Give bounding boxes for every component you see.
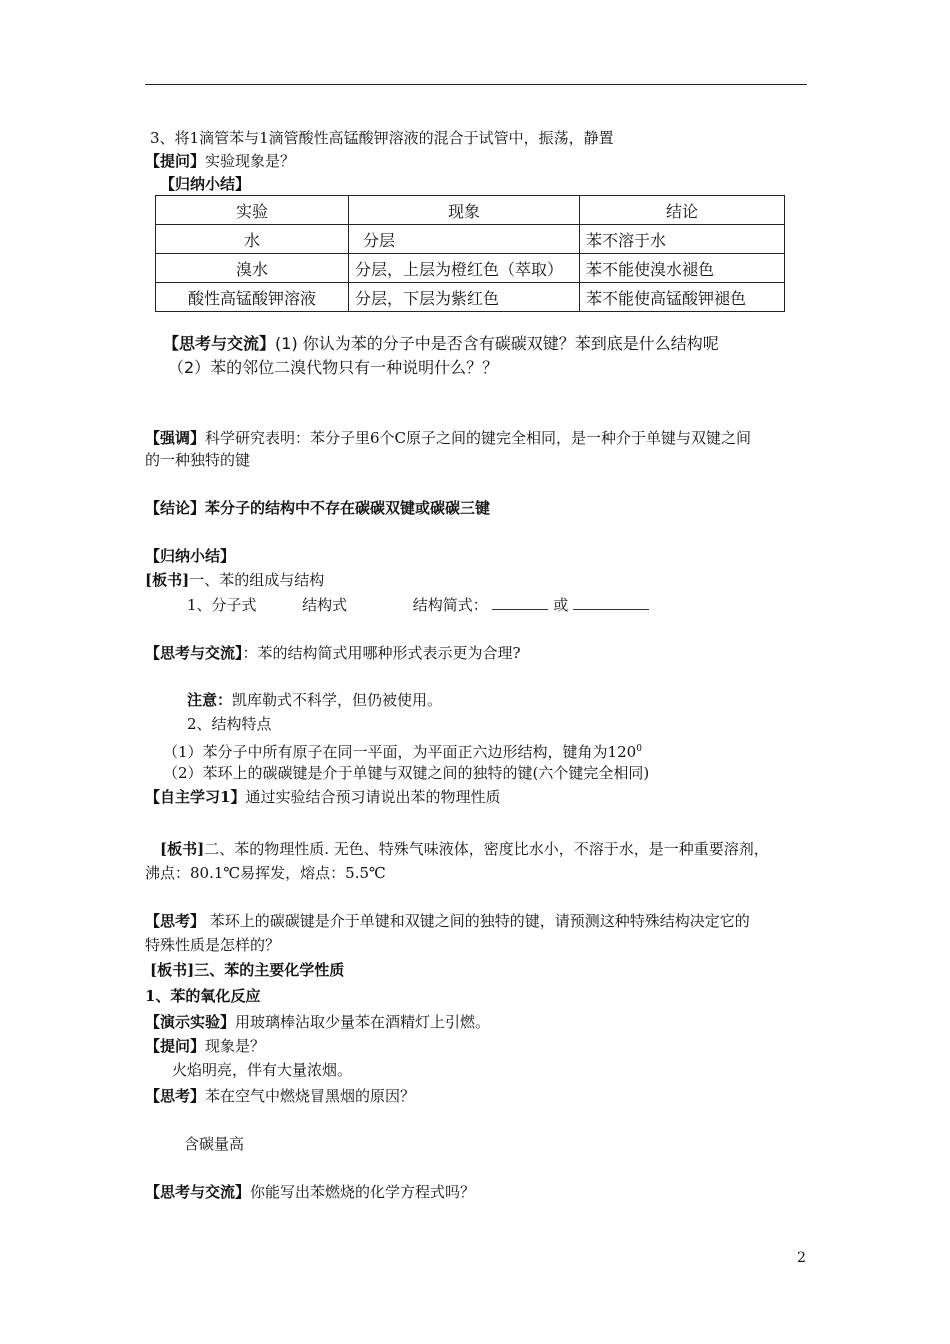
- table-cell: 分层，上层为橙红色（萃取）: [349, 254, 580, 283]
- ask-text: 现象是？: [205, 1037, 266, 1055]
- structure-point-1: （1）苯分子中所有原子在同一平面，为平面正六边形结构，键角为$120^0$: [163, 743, 642, 761]
- table-row: [156, 225, 785, 254]
- think-text: 苯环上的碳碳键是介于单键和双键之间的独特的键，请预测这种特殊结构决定它的: [205, 912, 750, 930]
- think-line-4: [145, 1085, 415, 1107]
- board-line-3: [150, 959, 344, 981]
- demo-tag: 【演示实验】: [145, 1013, 236, 1031]
- self-study-line: [145, 786, 500, 808]
- note-tag: 注意：: [187, 691, 233, 709]
- think-tag: 【思考】: [145, 912, 206, 930]
- conclusion-text: 苯分子的结构中不存在碳碳双键或碳碳三键: [205, 499, 491, 517]
- table-header-cell: 现象: [349, 196, 580, 225]
- board-tag: [板书]: [150, 961, 195, 979]
- note-line: [187, 689, 442, 711]
- think-line-1-2: （2）苯的邻位二溴代物只有一种说明什么？？: [168, 358, 499, 377]
- table-cell: 苯不能使溴水褪色: [580, 254, 785, 283]
- answer-line-2: 火焰明亮，伴有大量浓烟。: [172, 1061, 353, 1079]
- board-line-1: [145, 569, 324, 591]
- think-line-3: [145, 910, 750, 932]
- table-cell: 水: [156, 225, 349, 254]
- formula-line: [187, 594, 649, 616]
- think-line-5: [145, 1181, 475, 1203]
- page-number: 2: [797, 1250, 806, 1266]
- table-cell: 分层: [349, 225, 580, 254]
- board-tag: [板书]: [160, 840, 205, 858]
- table-cell: 苯不溶于水: [580, 225, 785, 254]
- answer-line-4: 含碳量高: [184, 1135, 245, 1153]
- ask-line-2: [145, 1035, 265, 1057]
- table-cell: 溴水: [156, 254, 349, 283]
- think-text: (1) 你认为苯的分子中是否含有碳碳双键？苯到底是什么结构呢: [275, 334, 719, 353]
- note-text: 凯库勒式不科学，但仍被使用。: [232, 691, 443, 709]
- emphasis-tag: 【强调】: [145, 429, 206, 447]
- think-text: 苯在空气中燃烧冒黑烟的原因？: [205, 1087, 416, 1105]
- board-line-2: [160, 838, 769, 860]
- ask-tag: 【提问】: [145, 152, 206, 170]
- summary-title-2: 【归纳小结】: [145, 547, 236, 565]
- self-study-text: 通过实验结合预习请说出苯的物理性质: [245, 788, 501, 806]
- structure-title: 2、结构特点: [187, 715, 272, 733]
- ask-text: 实验现象是？: [205, 152, 296, 170]
- demo-text: 用玻璃棒沾取少量苯在酒精灯上引燃。: [235, 1013, 491, 1031]
- think-text: ：苯的结构简式用哪种形式表示更为合理?: [242, 644, 521, 662]
- conclusion-line: [145, 497, 490, 519]
- summary-title: 【归纳小结】: [160, 175, 251, 193]
- ask-line-1: [145, 150, 295, 172]
- table-header-cell: 实验: [156, 196, 349, 225]
- think-tag: 【思考与交流】: [145, 1183, 251, 1201]
- answer-blank: [492, 595, 548, 610]
- table-header-cell: 结论: [580, 196, 785, 225]
- summary-table: [155, 195, 785, 312]
- table-cell: 分层，下层为紫红色: [349, 283, 580, 312]
- think-tag: 【思考与交流】: [145, 644, 243, 662]
- answer-blank: [573, 595, 649, 610]
- molecular-formula-label: 1、分子式: [187, 596, 257, 614]
- simplified-formula-label: 结构简式：: [412, 596, 488, 614]
- board-text: 一、苯的组成与结构: [189, 571, 325, 589]
- oxidation-title: 1、苯的氧化反应: [145, 987, 261, 1005]
- question-3: 3、将1滴管苯与1滴管酸性高锰酸钾溶液的混合于试管中，振荡，静置: [150, 129, 614, 147]
- self-study-tag: 【自主学习1】: [145, 788, 246, 806]
- structural-formula-label: 结构式: [302, 596, 348, 614]
- think-text: 你能写出苯燃烧的化学方程式吗？: [250, 1183, 476, 1201]
- table-cell: 苯不能使高锰酸钾褪色: [580, 283, 785, 312]
- header-rule: [145, 84, 807, 85]
- ask-tag: 【提问】: [145, 1037, 206, 1055]
- table-header-row: [156, 196, 785, 225]
- table-cell: 酸性高锰酸钾溶液: [156, 283, 349, 312]
- think-line-2: [145, 642, 521, 664]
- emphasis-text: 科学研究表明：苯分子里6个C原子之间的键完全相同，是一种介于单键与双键之间: [205, 429, 752, 447]
- board-line-2b: 沸点：80.1℃易挥发，熔点：5.5℃: [145, 864, 386, 882]
- conclusion-tag: 【结论】: [145, 499, 206, 517]
- think-line-3b: 特殊性质是怎样的？: [145, 936, 281, 954]
- think-tag: 【思考】: [145, 1087, 206, 1105]
- think-tag: 【思考与交流】: [163, 334, 276, 353]
- structure-point-2: （2）苯环上的碳碳键是介于单键与双键之间的独特的键(六个键完全相同): [163, 764, 650, 782]
- demo-line: [145, 1011, 490, 1033]
- or-label: 或: [553, 596, 569, 614]
- table-row: [156, 283, 785, 312]
- board-text: 三、苯的主要化学性质: [194, 961, 345, 979]
- think-line-1: [163, 333, 719, 355]
- emphasis-line-1: [145, 427, 751, 449]
- emphasis-line-2: 的一种独特的键: [145, 451, 251, 469]
- table-row: [156, 254, 785, 283]
- board-tag: [板书]: [145, 571, 190, 589]
- board-text: 二、苯的物理性质. 无色、特殊气味液体，密度比水小，不溶于水，是一种重要溶剂，: [204, 840, 769, 858]
